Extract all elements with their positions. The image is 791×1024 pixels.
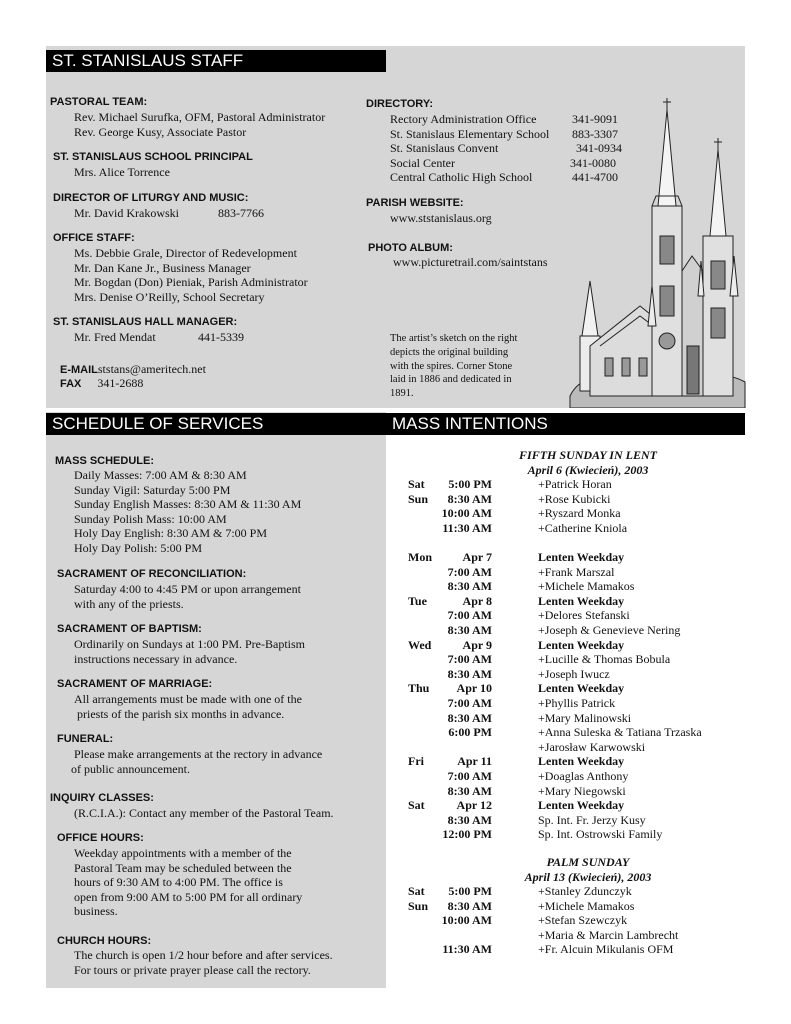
week1-title: FIFTH SUNDAY IN LENT xyxy=(519,448,657,462)
intention-time: 6:00 PM xyxy=(448,725,492,740)
intention-row xyxy=(408,492,768,507)
website-heading: PARISH WEBSITE: xyxy=(366,197,464,209)
sketch-caption xyxy=(390,332,517,401)
service-line: Weekday appointments with a member of the xyxy=(74,846,292,860)
school-principal-name: Mrs. Alice Torrence xyxy=(74,165,170,179)
intention-time: 8:30 AM xyxy=(447,491,492,506)
intention-row xyxy=(408,521,768,536)
intention-day: Wed xyxy=(408,637,432,652)
church-hours-heading: CHURCH HOURS: xyxy=(57,935,152,947)
intention-desc: +Joseph & Genevieve Nering xyxy=(538,623,681,637)
hall-manager-heading: ST. STANISLAUS HALL MANAGER: xyxy=(53,316,238,328)
liturgy-name: Mr. David Krakowski xyxy=(74,206,179,220)
intention-desc: +Fr. Alcuin Mikulanis OFM xyxy=(538,942,674,957)
service-line: priests of the parish six months in advance. xyxy=(74,706,285,721)
intention-time: Apr 10 xyxy=(456,681,492,696)
website-link[interactable]: www.ststanislaus.org xyxy=(390,211,492,225)
intention-row xyxy=(408,638,768,653)
intention-row xyxy=(408,725,768,740)
intention-row xyxy=(408,769,768,784)
intention-row xyxy=(408,608,768,623)
intention-desc: +Michele Mamakos xyxy=(538,898,635,913)
intention-row xyxy=(408,594,768,609)
staff-line: Ms. Debbie Grale, Director of Redevelopment xyxy=(74,246,297,260)
intention-row xyxy=(408,913,768,928)
services-header: SCHEDULE OF SERVICES xyxy=(46,413,386,435)
intention-time: 8:30 AM xyxy=(447,579,492,594)
staff-line: Mrs. Denise O’Reilly, School Secretary xyxy=(74,289,265,304)
intention-desc: +Jarosław Karwowski xyxy=(538,739,646,754)
intention-desc: +Phyllis Patrick xyxy=(538,696,616,710)
service-line: Pastoral Team may be scheduled between the xyxy=(74,860,292,875)
intention-desc: +Doaglas Anthony xyxy=(538,769,629,783)
intention-desc: +Mary Malinowski xyxy=(538,710,632,725)
intention-day: Sat xyxy=(408,798,425,813)
intention-desc: Lenten Weekday xyxy=(538,550,625,564)
intention-time: 7:00 AM xyxy=(447,696,492,710)
intention-time: 8:30 AM xyxy=(447,812,492,827)
baptism-lines xyxy=(74,637,305,666)
service-line: Holy Day Polish: 5:00 PM xyxy=(74,540,203,555)
service-line: Sunday Vigil: Saturday 5:00 PM xyxy=(74,482,231,497)
week2-date: April 13 (Kwiecień), 2003 xyxy=(524,870,652,884)
intention-row xyxy=(408,652,768,667)
intention-time: Apr 11 xyxy=(457,754,492,769)
service-line: with any of the priests. xyxy=(74,596,184,611)
service-line: business. xyxy=(74,904,118,919)
fax-line xyxy=(60,374,143,392)
intention-desc: +Michele Mamakos xyxy=(538,579,635,594)
office-staff-lines xyxy=(74,246,308,304)
directory-phone: 341-9091 xyxy=(572,112,618,126)
intention-row xyxy=(408,754,768,769)
intention-day: Sun xyxy=(408,491,429,506)
intention-row xyxy=(408,827,768,842)
intention-desc: +Catherine Kniola xyxy=(538,520,628,535)
album-heading: PHOTO ALBUM: xyxy=(368,242,453,254)
service-line: Ordinarily on Sundays at 1:00 PM. Pre-Baptism xyxy=(74,637,305,651)
intention-row xyxy=(408,623,768,638)
intention-desc: Sp. Int. Ostrowski Family xyxy=(538,827,663,842)
intention-day: Sun xyxy=(408,898,429,913)
intention-time: 10:00 AM xyxy=(441,506,492,521)
intention-row xyxy=(408,942,768,957)
intention-time: 5:00 PM xyxy=(448,884,492,898)
intention-desc: +Patrick Horan xyxy=(538,477,612,491)
intention-day: Thu xyxy=(408,681,430,696)
service-line: The church is open 1/2 hour before and after services. xyxy=(74,948,333,962)
directory-name: St. Stanislaus Convent xyxy=(390,141,499,156)
intention-time: 7:00 AM xyxy=(447,652,492,667)
week1-date: April 6 (Kwiecień), 2003 xyxy=(527,463,649,477)
intention-row xyxy=(408,740,768,755)
intention-row xyxy=(408,711,768,726)
service-line: Please make arrangements at the rectory in advance xyxy=(74,747,323,761)
intention-desc: +Maria & Marcin Lambrecht xyxy=(538,927,679,942)
intention-day: Tue xyxy=(408,593,427,608)
caption-line: 1891. xyxy=(390,388,414,400)
intention-desc: Lenten Weekday xyxy=(538,754,625,769)
caption-line: The artist’s sketch on the right xyxy=(390,333,518,344)
service-line: Sunday English Masses: 8:30 AM & 11:30 AM xyxy=(74,497,302,512)
intention-day: Sat xyxy=(408,477,425,491)
mass-schedule-heading: MASS SCHEDULE: xyxy=(55,455,155,467)
intention-time: 5:00 PM xyxy=(448,477,492,491)
intention-row xyxy=(408,813,768,828)
directory-phone: 341-0934 xyxy=(576,141,622,156)
intention-time: 8:30 AM xyxy=(447,898,492,913)
inquiry-lines xyxy=(74,806,334,821)
intention-time: 8:30 AM xyxy=(447,783,492,798)
intention-time: 7:00 AM xyxy=(447,769,492,783)
service-line: Saturday 4:00 to 4:45 PM or upon arrangement xyxy=(74,582,301,596)
directory-name: Rectory Administration Office xyxy=(390,112,537,126)
album-link[interactable]: www.picturetrail.com/saintstans xyxy=(393,255,548,269)
intention-time: 8:30 AM xyxy=(447,623,492,637)
intention-time: Apr 12 xyxy=(456,798,492,813)
service-line: Sunday Polish Mass: 10:00 AM xyxy=(74,511,227,526)
intention-time: 10:00 AM xyxy=(441,913,492,928)
school-principal-heading: ST. STANISLAUS SCHOOL PRINCIPAL xyxy=(53,151,253,163)
caption-line: with the spires. Corner Stone xyxy=(390,360,513,372)
email-link[interactable]: ststans@ameritech.net xyxy=(97,362,206,376)
intention-row xyxy=(408,565,768,580)
funeral-heading: FUNERAL: xyxy=(57,733,114,745)
intention-row xyxy=(408,928,768,943)
intention-row xyxy=(408,784,768,799)
service-line: of public announcement. xyxy=(71,761,190,776)
intention-time: 8:30 AM xyxy=(447,710,492,725)
service-line: Holy Day English: 8:30 AM & 7:00 PM xyxy=(74,526,268,541)
intention-time: 7:00 AM xyxy=(447,564,492,579)
service-line: For tours or private prayer please call the rectory. xyxy=(74,962,311,977)
intention-desc: Lenten Weekday xyxy=(538,593,625,608)
intention-row xyxy=(408,506,768,521)
intention-day: Fri xyxy=(408,754,424,769)
service-line: All arrangements must be made with one of the xyxy=(74,692,302,706)
intention-desc: Sp. Int. Fr. Jerzy Kusy xyxy=(538,812,646,827)
fax-label: FAX xyxy=(60,378,82,390)
church-hours-lines xyxy=(74,948,333,977)
intention-time: Apr 8 xyxy=(462,593,492,608)
intention-row xyxy=(408,798,768,813)
intention-desc: +Ryszard Monka xyxy=(538,506,621,521)
directory-name: Social Center xyxy=(390,155,455,170)
intention-desc: +Stefan Szewczyk xyxy=(538,913,628,928)
service-line: (R.C.I.A.): Contact any member of the Pastoral Team. xyxy=(74,806,334,820)
intention-desc: Lenten Weekday xyxy=(538,681,625,696)
email-label: E-MAIL xyxy=(60,364,98,376)
intention-time: 11:30 AM xyxy=(442,520,492,535)
intention-desc: +Delores Stefanski xyxy=(538,608,630,623)
intention-time: Apr 7 xyxy=(462,550,492,564)
intention-desc: +Joseph Iwucz xyxy=(538,666,610,681)
intention-desc: Lenten Weekday xyxy=(538,637,625,652)
reconciliation-lines xyxy=(74,582,301,611)
intention-row xyxy=(408,579,768,594)
caption-line: depicts the original building xyxy=(390,346,509,358)
funeral-lines xyxy=(71,747,323,776)
service-line: instructions necessary in advance. xyxy=(74,651,238,666)
intention-day: Mon xyxy=(408,550,432,564)
liturgy-phone: 883-7766 xyxy=(218,206,264,220)
intention-day: Sat xyxy=(408,884,425,898)
intention-time: 12:00 PM xyxy=(442,827,492,842)
intention-row xyxy=(408,681,768,696)
hall-manager-phone: 441-5339 xyxy=(198,330,244,344)
staff-line: Mr. Bogdan (Don) Pieniak, Parish Administrator xyxy=(74,275,308,290)
service-line: open from 9:00 AM to 5:00 PM for all ordinary xyxy=(74,889,303,904)
intention-row xyxy=(408,550,768,565)
office-staff-heading: OFFICE STAFF: xyxy=(53,232,135,244)
staff-line: Mr. Dan Kane Jr., Business Manager xyxy=(74,260,251,275)
inquiry-heading: INQUIRY CLASSES: xyxy=(50,792,154,804)
intention-time: Apr 9 xyxy=(462,637,492,652)
intentions-column xyxy=(408,448,768,968)
marriage-lines xyxy=(74,692,302,721)
intention-row xyxy=(408,667,768,682)
intention-row xyxy=(408,477,768,492)
intention-desc: +Frank Marszal xyxy=(538,564,615,579)
directory-phone: 441-4700 xyxy=(572,170,618,185)
intention-time: 8:30 AM xyxy=(447,666,492,681)
intention-row xyxy=(408,899,768,914)
service-line: Daily Masses: 7:00 AM & 8:30 AM xyxy=(74,468,247,482)
intention-time: 11:30 AM xyxy=(442,942,492,957)
directory-heading: DIRECTORY: xyxy=(366,98,434,110)
mass-schedule-lines xyxy=(74,468,301,556)
intention-desc: +Lucille & Thomas Bobula xyxy=(538,652,671,667)
intention-desc: Lenten Weekday xyxy=(538,798,625,813)
week2-title: PALM SUNDAY xyxy=(546,855,630,869)
directory-phone: 883-3307 xyxy=(572,126,618,141)
fax-number: 341-2688 xyxy=(97,376,144,390)
directory-name: St. Stanislaus Elementary School xyxy=(390,126,550,141)
staff-line: Rev. George Kusy, Associate Pastor xyxy=(74,124,247,139)
office-hours-heading: OFFICE HOURS: xyxy=(57,832,144,844)
intention-row xyxy=(408,884,768,899)
intentions-header: MASS INTENTIONS xyxy=(386,413,745,435)
intention-row xyxy=(408,696,768,711)
directory-name: Central Catholic High School xyxy=(390,170,533,185)
pastoral-team-heading: PASTORAL TEAM: xyxy=(50,96,148,108)
caption-line: laid in 1886 and dedicated in xyxy=(390,374,512,386)
service-line: hours of 9:30 AM to 4:00 PM. The office is xyxy=(74,875,283,890)
directory-phone: 341-0080 xyxy=(570,155,616,170)
church-sketch-image xyxy=(560,96,746,408)
intention-desc: +Mary Niegowski xyxy=(538,783,626,798)
intention-time: 7:00 AM xyxy=(447,608,492,623)
intention-desc: +Stanley Zdunczyk xyxy=(538,884,632,898)
staff-line: Rev. Michael Surufka, OFM, Pastoral Administrator xyxy=(74,110,326,124)
office-hours-lines xyxy=(74,846,302,919)
intention-desc: +Anna Suleska & Tatiana Trzaska xyxy=(538,725,702,740)
intention-desc: +Rose Kubicki xyxy=(538,491,611,506)
baptism-heading: SACRAMENT OF BAPTISM: xyxy=(57,623,202,635)
reconciliation-heading: SACRAMENT OF RECONCILIATION: xyxy=(57,568,247,580)
liturgy-heading: DIRECTOR OF LITURGY AND MUSIC: xyxy=(53,192,249,204)
pastoral-team-lines xyxy=(74,110,325,139)
marriage-heading: SACRAMENT OF MARRIAGE: xyxy=(57,678,213,690)
staff-header: ST. STANISLAUS STAFF xyxy=(46,50,386,72)
hall-manager-name: Mr. Fred Mendat xyxy=(74,330,156,344)
